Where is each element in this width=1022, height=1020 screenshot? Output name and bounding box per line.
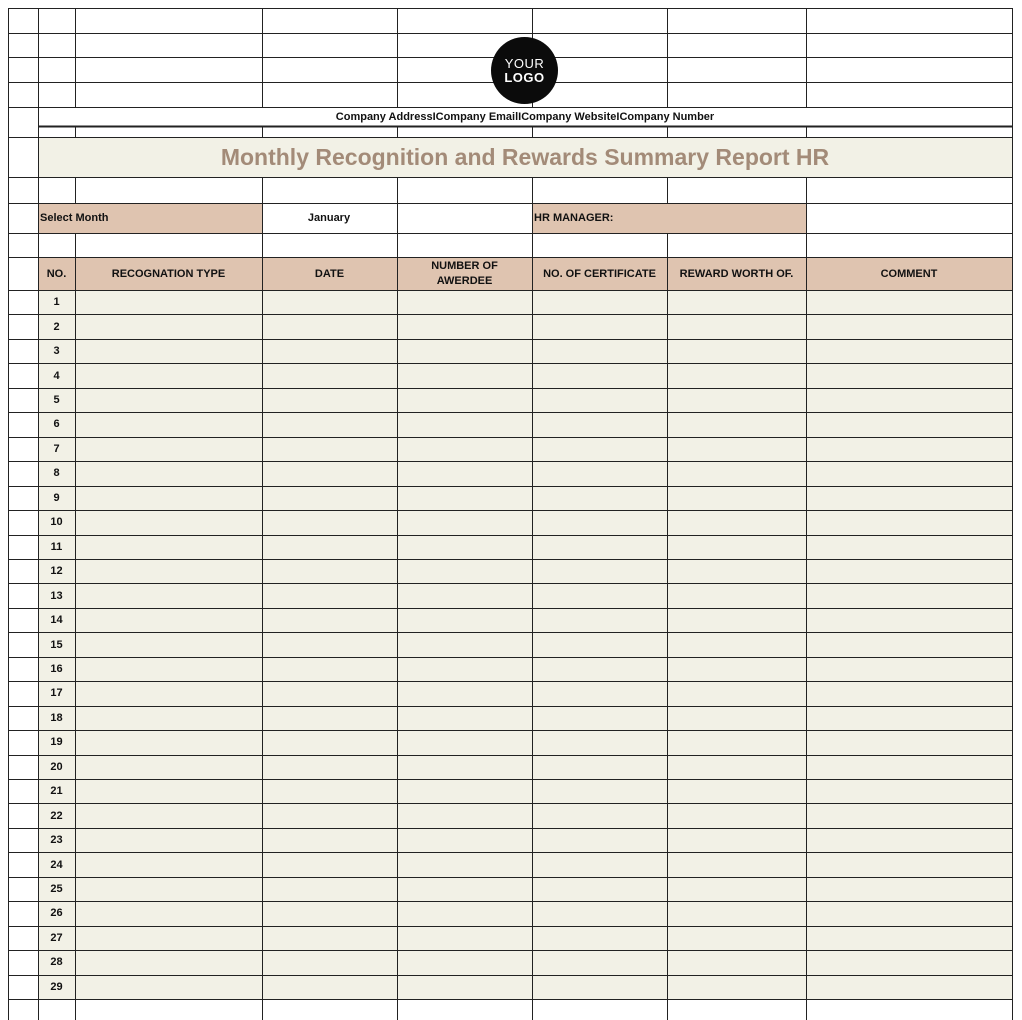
table-cell[interactable] — [397, 290, 532, 314]
table-cell[interactable] — [532, 363, 667, 387]
table-cell[interactable] — [667, 412, 806, 436]
hr-manager-label: HR MANAGER: — [534, 211, 614, 224]
table-cell[interactable] — [397, 363, 532, 387]
table-cell[interactable] — [667, 828, 806, 852]
table-cell[interactable] — [262, 926, 397, 950]
table-cell[interactable] — [667, 755, 806, 779]
row-number: 27 — [50, 931, 63, 944]
table-cell[interactable] — [667, 730, 806, 754]
table-cell[interactable] — [262, 706, 397, 730]
table-cell[interactable] — [75, 363, 262, 387]
table-cell[interactable] — [397, 412, 532, 436]
contact-separator: I — [518, 110, 522, 123]
table-cell[interactable] — [75, 486, 262, 510]
row-number: 15 — [50, 638, 63, 651]
table-cell[interactable] — [397, 975, 532, 999]
table-cell[interactable] — [262, 901, 397, 925]
table-cell[interactable] — [75, 437, 262, 461]
row-number: 16 — [50, 662, 63, 675]
table-cell[interactable] — [397, 583, 532, 607]
table-cell[interactable] — [262, 632, 397, 656]
table-cell[interactable] — [806, 730, 1012, 754]
table-cell[interactable] — [75, 657, 262, 681]
table-cell[interactable] — [532, 339, 667, 363]
row-number: 14 — [50, 614, 63, 627]
row-number: 23 — [50, 834, 63, 847]
table-cell[interactable] — [532, 632, 667, 656]
table-cell[interactable] — [397, 339, 532, 363]
table-cell[interactable] — [262, 290, 397, 314]
table-cell[interactable] — [806, 339, 1012, 363]
report-title: Monthly Recognition and Rewards Summary Report HR — [220, 143, 830, 170]
table-cell[interactable] — [806, 926, 1012, 950]
table-cell[interactable] — [806, 583, 1012, 607]
column-header: DATE — [314, 267, 345, 280]
company-logo — [491, 37, 558, 104]
table-cell[interactable] — [532, 486, 667, 510]
table-cell[interactable] — [806, 950, 1012, 974]
table-cell[interactable] — [667, 975, 806, 999]
table-cell[interactable] — [75, 828, 262, 852]
table-cell[interactable] — [397, 461, 532, 485]
table-cell[interactable] — [667, 779, 806, 803]
table-cell[interactable] — [397, 559, 532, 583]
company-address[interactable]: Company Address — [335, 110, 433, 123]
table-cell[interactable] — [532, 755, 667, 779]
table-cell[interactable] — [667, 803, 806, 827]
row-number: 7 — [53, 442, 60, 455]
company-number[interactable]: Company Number — [619, 110, 715, 123]
row-number: 24 — [50, 858, 63, 871]
table-cell[interactable] — [532, 779, 667, 803]
table-cell[interactable] — [397, 632, 532, 656]
table-cell[interactable] — [75, 632, 262, 656]
table-cell[interactable] — [806, 706, 1012, 730]
table-cell[interactable] — [667, 706, 806, 730]
company-website[interactable]: Company Website — [521, 110, 617, 123]
table-cell[interactable] — [75, 950, 262, 974]
table-cell[interactable] — [75, 681, 262, 705]
table-cell[interactable] — [75, 730, 262, 754]
table-cell[interactable] — [397, 803, 532, 827]
table-cell[interactable] — [75, 314, 262, 338]
table-cell[interactable] — [806, 510, 1012, 534]
column-header: NO. OF CERTIFICATE — [543, 267, 656, 280]
table-cell[interactable] — [397, 828, 532, 852]
row-number: 20 — [50, 760, 63, 773]
table-cell[interactable] — [397, 901, 532, 925]
table-cell[interactable] — [806, 559, 1012, 583]
table-cell[interactable] — [532, 803, 667, 827]
table-cell[interactable] — [667, 681, 806, 705]
table-cell[interactable] — [75, 706, 262, 730]
table-cell[interactable] — [806, 852, 1012, 876]
row-number: 5 — [53, 394, 60, 407]
table-cell[interactable] — [397, 535, 532, 559]
table-cell[interactable] — [75, 608, 262, 632]
table-cell[interactable] — [75, 852, 262, 876]
table-cell[interactable] — [806, 314, 1012, 338]
table-cell[interactable] — [532, 901, 667, 925]
table-cell[interactable] — [262, 657, 397, 681]
table-cell[interactable] — [667, 535, 806, 559]
table-cell[interactable] — [262, 559, 397, 583]
company-contact-line — [38, 107, 1012, 126]
table-cell[interactable] — [75, 583, 262, 607]
row-number: 11 — [50, 540, 63, 553]
table-cell[interactable] — [397, 950, 532, 974]
table-cell[interactable] — [75, 339, 262, 363]
table-cell[interactable] — [532, 926, 667, 950]
table-cell[interactable] — [262, 779, 397, 803]
table-cell[interactable] — [397, 510, 532, 534]
table-cell[interactable] — [397, 608, 532, 632]
table-cell[interactable] — [75, 779, 262, 803]
logo-line-1: YOUR — [504, 55, 545, 71]
table-cell[interactable] — [262, 437, 397, 461]
table-cell[interactable] — [75, 877, 262, 901]
table-cell[interactable] — [262, 486, 397, 510]
table-cell[interactable] — [667, 363, 806, 387]
table-cell[interactable] — [262, 681, 397, 705]
table-cell[interactable] — [806, 486, 1012, 510]
table-cell[interactable] — [532, 681, 667, 705]
table-cell[interactable] — [262, 388, 397, 412]
table-cell[interactable] — [532, 950, 667, 974]
table-cell[interactable] — [262, 339, 397, 363]
table-cell[interactable] — [806, 657, 1012, 681]
table-cell[interactable] — [806, 779, 1012, 803]
contact-separator: I — [616, 110, 620, 123]
table-cell[interactable] — [397, 388, 532, 412]
table-cell[interactable] — [262, 852, 397, 876]
table-cell[interactable] — [397, 486, 532, 510]
table-cell[interactable] — [667, 461, 806, 485]
month-select[interactable]: January — [307, 211, 351, 224]
table-cell[interactable] — [397, 877, 532, 901]
table-cell[interactable] — [75, 803, 262, 827]
table-cell[interactable] — [806, 363, 1012, 387]
row-number: 8 — [53, 467, 60, 480]
table-cell[interactable] — [75, 901, 262, 925]
table-cell[interactable] — [532, 706, 667, 730]
row-number: 29 — [50, 980, 63, 993]
select-month-label: Select Month — [40, 211, 109, 224]
row-number: 10 — [50, 516, 63, 529]
table-cell[interactable] — [667, 608, 806, 632]
table-cell[interactable] — [75, 412, 262, 436]
table-cell[interactable] — [667, 486, 806, 510]
table-cell[interactable] — [532, 730, 667, 754]
table-cell[interactable] — [667, 632, 806, 656]
table-cell[interactable] — [262, 755, 397, 779]
table-cell[interactable] — [397, 681, 532, 705]
table-cell[interactable] — [75, 975, 262, 999]
row-number: 4 — [53, 369, 60, 382]
table-cell[interactable] — [532, 852, 667, 876]
table-cell[interactable] — [806, 535, 1012, 559]
table-cell[interactable] — [806, 803, 1012, 827]
column-header: COMMENT — [880, 267, 938, 280]
table-cell[interactable] — [667, 339, 806, 363]
table-cell[interactable] — [532, 314, 667, 338]
table-cell[interactable] — [667, 877, 806, 901]
table-cell[interactable] — [806, 412, 1012, 436]
table-cell[interactable] — [806, 828, 1012, 852]
table-cell[interactable] — [667, 559, 806, 583]
table-cell[interactable] — [75, 926, 262, 950]
table-cell[interactable] — [397, 314, 532, 338]
table-cell[interactable] — [532, 461, 667, 485]
table-cell[interactable] — [532, 290, 667, 314]
logo-line-2: LOGO — [504, 69, 545, 85]
table-cell[interactable] — [532, 828, 667, 852]
table-cell[interactable] — [532, 559, 667, 583]
table-cell[interactable] — [75, 510, 262, 534]
table-cell[interactable] — [806, 681, 1012, 705]
row-number: 1 — [53, 296, 60, 309]
table-cell[interactable] — [806, 901, 1012, 925]
table-cell[interactable] — [532, 388, 667, 412]
table-cell[interactable] — [262, 877, 397, 901]
table-cell[interactable] — [806, 437, 1012, 461]
table-cell[interactable] — [667, 657, 806, 681]
table-cell[interactable] — [806, 290, 1012, 314]
table-cell[interactable] — [262, 535, 397, 559]
row-number: 25 — [50, 883, 63, 896]
table-cell[interactable] — [397, 437, 532, 461]
table-cell[interactable] — [806, 975, 1012, 999]
row-number: 12 — [50, 565, 63, 578]
table-cell[interactable] — [75, 535, 262, 559]
table-cell[interactable] — [75, 388, 262, 412]
table-cell[interactable] — [397, 852, 532, 876]
table-cell[interactable] — [262, 461, 397, 485]
row-number: 6 — [53, 418, 60, 431]
table-cell[interactable] — [532, 657, 667, 681]
row-number: 18 — [50, 711, 63, 724]
row-number: 13 — [50, 589, 63, 602]
table-cell[interactable] — [532, 510, 667, 534]
table-cell[interactable] — [667, 901, 806, 925]
table-cell[interactable] — [806, 755, 1012, 779]
table-cell[interactable] — [262, 583, 397, 607]
table-cell[interactable] — [806, 877, 1012, 901]
table-cell[interactable] — [397, 926, 532, 950]
table-cell[interactable] — [397, 706, 532, 730]
column-header: RECOGNATION TYPE — [111, 267, 226, 280]
row-number: 21 — [50, 785, 63, 798]
table-cell[interactable] — [397, 779, 532, 803]
table-cell[interactable] — [75, 755, 262, 779]
table-cell[interactable] — [75, 290, 262, 314]
table-cell[interactable] — [262, 412, 397, 436]
hr-manager-field[interactable] — [806, 203, 1012, 232]
column-header: NO. — [46, 267, 67, 280]
table-cell[interactable] — [262, 950, 397, 974]
table-cell[interactable] — [667, 290, 806, 314]
row-number: 22 — [50, 809, 63, 822]
column-header: REWARD WORTH OF. — [679, 267, 794, 280]
table-cell[interactable] — [806, 608, 1012, 632]
table-cell[interactable] — [532, 608, 667, 632]
row-number: 17 — [50, 687, 63, 700]
table-cell[interactable] — [532, 437, 667, 461]
table-cell[interactable] — [262, 975, 397, 999]
table-cell[interactable] — [532, 583, 667, 607]
row-number: 9 — [53, 491, 60, 504]
table-cell[interactable] — [806, 632, 1012, 656]
table-cell[interactable] — [667, 583, 806, 607]
row-number: 2 — [53, 320, 60, 333]
table-cell[interactable] — [532, 877, 667, 901]
table-cell[interactable] — [667, 437, 806, 461]
row-number: 19 — [50, 736, 63, 749]
table-cell[interactable] — [532, 975, 667, 999]
table-cell[interactable] — [262, 803, 397, 827]
row-number: 3 — [53, 345, 60, 358]
table-cell[interactable] — [667, 510, 806, 534]
table-cell[interactable] — [667, 852, 806, 876]
table-cell[interactable] — [806, 388, 1012, 412]
table-cell[interactable] — [262, 828, 397, 852]
contact-separator: I — [432, 110, 436, 123]
table-cell[interactable] — [806, 461, 1012, 485]
table-cell[interactable] — [262, 730, 397, 754]
table-cell[interactable] — [75, 559, 262, 583]
table-cell[interactable] — [667, 950, 806, 974]
company-email[interactable]: Company Email — [435, 110, 519, 123]
table-cell[interactable] — [262, 608, 397, 632]
column-header: NUMBER OF AWERDEE — [431, 260, 498, 287]
table-cell[interactable] — [262, 363, 397, 387]
table-cell[interactable] — [667, 388, 806, 412]
table-cell[interactable] — [532, 535, 667, 559]
row-number: 28 — [50, 956, 63, 969]
table-cell[interactable] — [397, 657, 532, 681]
table-cell[interactable] — [667, 314, 806, 338]
table-cell[interactable] — [75, 461, 262, 485]
table-cell[interactable] — [667, 926, 806, 950]
table-cell[interactable] — [532, 412, 667, 436]
table-cell[interactable] — [262, 314, 397, 338]
table-cell[interactable] — [397, 730, 532, 754]
table-cell[interactable] — [262, 510, 397, 534]
row-number: 26 — [50, 907, 63, 920]
table-cell[interactable] — [397, 755, 532, 779]
